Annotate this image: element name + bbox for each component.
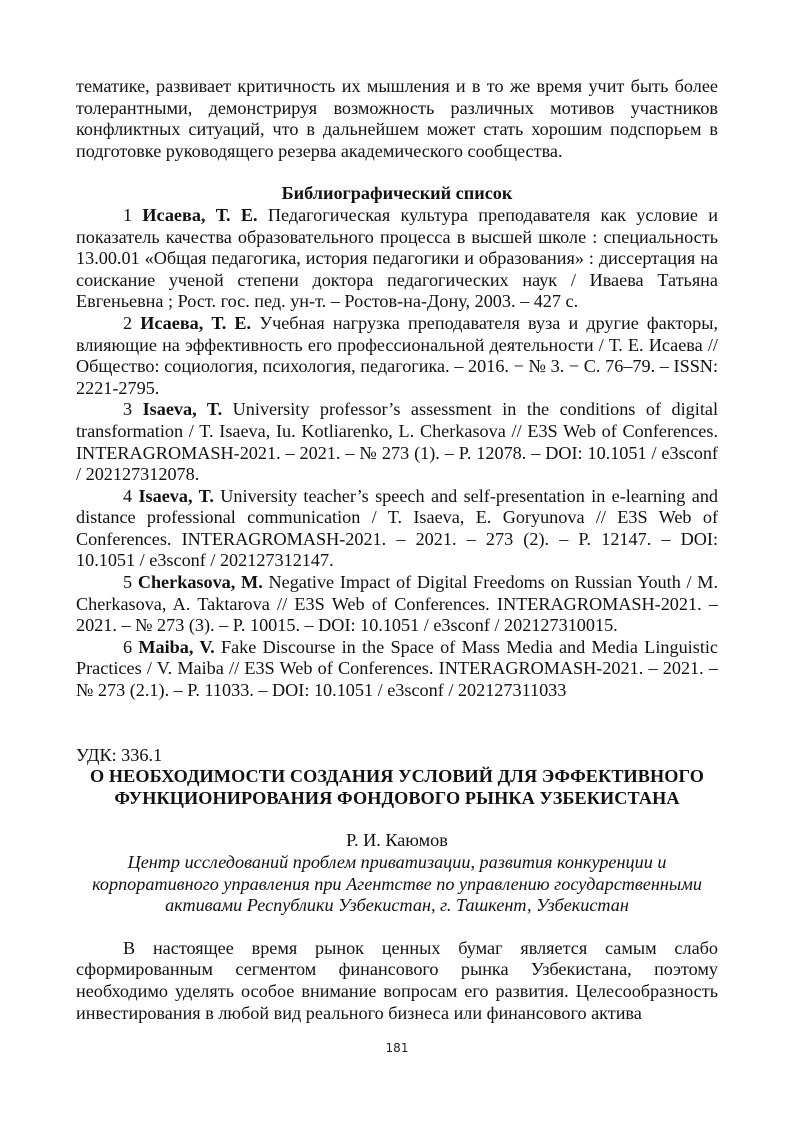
bibliography-list bbox=[76, 205, 718, 702]
bibliography-title: Библиографический список bbox=[281, 183, 513, 204]
udk-code: УДК: 336.1 bbox=[76, 744, 163, 765]
article-title bbox=[76, 766, 718, 809]
ref-text: Учебная нагрузка преподавателя вуза и другие факторы, влияющие на эффективность его профессиональной деятельности / Т. Е. Исаева // Общество: социология, психология, педагогика. – 2016. − № 3. − С. 76–79. – ISSN: 2221-2795. bbox=[76, 312, 719, 398]
bibliography-item bbox=[76, 399, 718, 485]
affiliation-line: Центр исследований проблем приватизации, развития конкуренции и bbox=[127, 852, 667, 872]
ref-text: Педагогическая культура преподавателя как условие и показатель качества образовательного процесса в высшей школе : специальность 13.00.01 «Общая педагогика, история педагогики и образования» : диссертация на соискание ученой степени доктора педагогических наук / Иваева Татьяна Евгеньевна ; Рост. гос. пед. ун-т. – Ростов-на-Дону, 2003. – 427 с. bbox=[76, 204, 719, 312]
ref-author: Исаева, Т. Е. bbox=[140, 312, 252, 333]
ref-number: 6 bbox=[123, 636, 133, 657]
bibliography-item bbox=[76, 637, 718, 702]
ref-text: University teacher’s speech and self-presentation in e-learning and distance professional communication / T. Isaeva, E. Goryunova // E3S Web of Conferences. INTERAGROMASH-2021. – 2021. – 273 (2). – P. 12147. – DOI: 10.1051 / e3sconf / 202127312147. bbox=[76, 485, 719, 571]
ref-author: Исаева, Т. Е. bbox=[142, 204, 258, 225]
ref-text: Negative Impact of Digital Freedoms on Russian Youth / M. Cherkasova, A. Taktarova // E3S Web of Conferences. INTERAGROMASH-2021. – 2021. – № 273 (3). – P. 10015. – DOI: 10.1051 / e3sconf / 202127310015. bbox=[76, 572, 718, 636]
bibliography-item bbox=[76, 313, 718, 399]
article-title-line: О НЕОБХОДИМОСТИ СОЗДАНИЯ УСЛОВИЙ ДЛЯ ЭФФЕКТИВНОГО bbox=[90, 766, 704, 787]
ref-number: 3 bbox=[123, 399, 133, 420]
ref-text: Fake Discourse in the Space of Mass Media and Media Linguistic Practices / V. Maiba // E3S Web of Conferences. INTERAGROMASH-2021. – 2021. – № 273 (2.1). – P. 11033. – DOI: 10.1051 / e3sconf / 202127311033 bbox=[76, 636, 718, 701]
page-content bbox=[76, 76, 718, 1024]
ref-number: 5 bbox=[123, 572, 133, 593]
ref-number: 1 bbox=[123, 204, 133, 225]
ref-number: 4 bbox=[123, 485, 133, 506]
page-number: 181 bbox=[385, 1041, 409, 1055]
affiliation-line: корпоративного управления при Агентстве по управлению государственными bbox=[92, 873, 702, 894]
affiliation-line: активами Республики Узбекистан, г. Ташкент, Узбекистан bbox=[165, 895, 629, 916]
article-title-line: ФУНКЦИОНИРОВАНИЯ ФОНДОВОГО РЫНКА УЗБЕКИСТАНА bbox=[114, 787, 680, 808]
ref-text: University professor’s assessment in the conditions of digital transformation / T. Isaeva, Iu. Kotliarenko, L. Cherkasova // E3S Web of Conferences. INTERAGROMASH-2021. – 2021. – № 273 (1). – P. 12078. – DOI: 10.1051 / e3sconf / 202127312078. bbox=[76, 399, 719, 485]
bibliography-item bbox=[76, 486, 718, 572]
article-author: Р. И. Каюмов bbox=[346, 830, 448, 851]
ref-number: 2 bbox=[123, 312, 133, 333]
bibliography-item bbox=[76, 572, 718, 637]
ref-author: Cherkasova, M. bbox=[137, 572, 263, 593]
continuation-paragraph: тематике, развивает критичность их мышления и в то же время учит быть более толерантными, демонстрируя возможность различных мотивов участников конфликтных ситуаций, что в дальнейшем может стать хорошим подспорьем в подготовке руководящего резерва академического сообщества. bbox=[76, 76, 718, 161]
ref-author: Maiba, V. bbox=[138, 636, 215, 657]
ref-author: Isaeva, T. bbox=[138, 485, 214, 506]
article-body-paragraph: В настоящее время рынок ценных бумаг является самым слабо сформированным сегментом финансового рынка Узбекистана, поэтому необходимо уделять особое внимание вопросам его развития. Целесообразность инвестирования в любой вид реального бизнеса или финансового актива bbox=[76, 937, 718, 1023]
bibliography-item bbox=[76, 205, 718, 313]
author-affiliation bbox=[76, 852, 718, 917]
ref-author: Isaeva, T. bbox=[142, 399, 223, 420]
